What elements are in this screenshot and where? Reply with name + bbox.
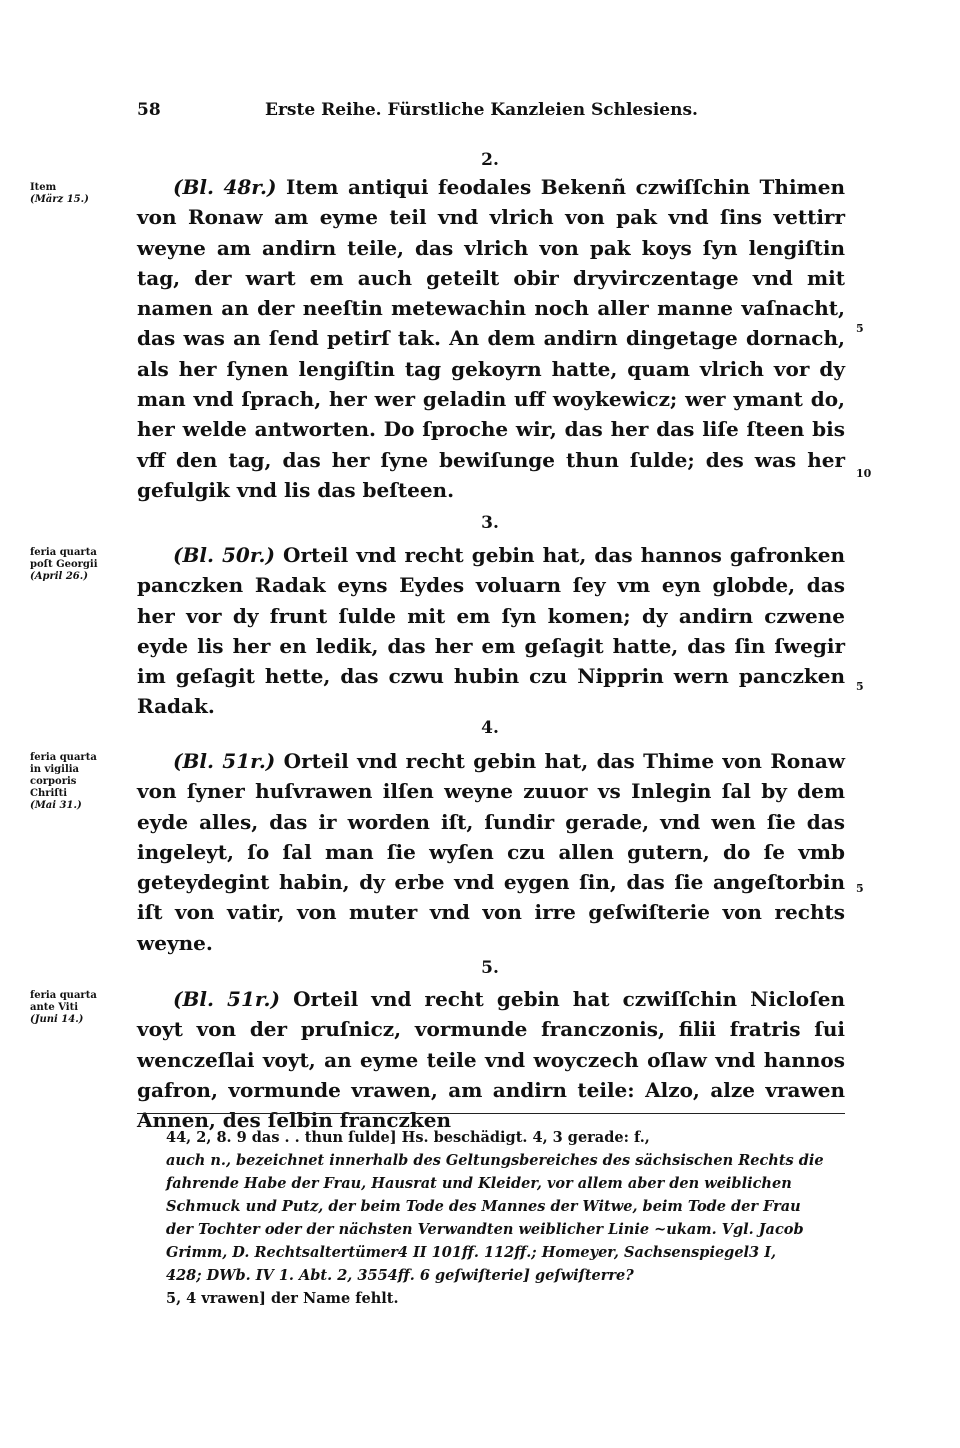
footnote-line: auch n., bezeichnet innerhalb des Geltungsbereiches des sächsischen Rechts die [166,1152,824,1169]
footnote-rule [137,1113,845,1114]
margin-note-date: (März 15.) [30,194,89,205]
folio-reference: (Bl. 51r.) [173,749,276,773]
line-number: 5 [856,322,864,335]
margin-note-line: Item [30,182,57,193]
entry-number: 5. [481,958,499,978]
footnote-line: 5, 4 vrawen] der Name fehlt. [166,1290,399,1307]
page-number: 58 [137,100,161,120]
entry-number: 3. [481,513,499,533]
footnote-line: 428; DWb. IV 1. Abt. 2, 3554ff. 6 geſwiſterie] geſwiſterre? [166,1267,634,1284]
margin-note-date: (Juni 14.) [30,1014,84,1025]
entry-body: Orteil vnd recht gebin hat czwiſſchin Nicloſen voyt von der pruſnicz, vormunde franczonis, filii fratris ſui wenczeſlai voyt, an eyme teile vnd woyczech oſlaw vnd hannos gafron, vormunde vrawen, am andirn teile: Alzo, alze vrawen Annen, des ſelbin franczken [137,987,845,1133]
folio-reference: (Bl. 51r.) [173,987,280,1011]
folio-reference: (Bl. 50r.) [173,543,275,567]
folio-reference: (Bl. 48r.) [173,175,277,199]
margin-note [30,547,130,583]
margin-note-line: corporis [30,776,77,787]
footnote-line: fahrende Habe der Frau, Hausrat und Kleider, vor allem aber den weiblichen [166,1175,792,1192]
line-number: 10 [856,467,872,480]
margin-note-line: feria quarta [30,990,97,1001]
running-head [137,100,845,126]
running-title: Erste Reihe. Fürstliche Kanzleien Schlesiens. [265,100,698,120]
footnote-line: Schmuck und Putz, der beim Tode des Mannes der Witwe, beim Tode der Frau [166,1198,801,1215]
entry-text [137,172,845,505]
entry-number: 2. [481,150,499,170]
margin-note-line: poſt Georgii [30,559,98,570]
margin-note [30,752,130,812]
margin-note-line: Chriſti [30,788,68,799]
entry-body: Orteil vnd recht gebin hat, das Thime von Ronaw von ſyner huſvrawen ilſen weyne zuuor vs Inlegin ſal by dem eyde alles, das ir worden iſt, ſundir gerade, vnd wen ſie das ingeleyt, ſo ſal man ſie wyſen czu allen gutern, do ſe vmb geteydegint habin, dy erbe vnd eygen ſin, das ſie angeſtorbin iſt von vatir, von muter vnd von irre geſwiſterie von rechts weyne. [137,749,845,955]
margin-note [30,182,130,206]
entry-text [137,540,845,722]
entry-body: Orteil vnd recht gebin hat, das hannos gafronken panczken Radak eyns Eydes voluarn ſey vm eyn globde, das her vor dy frunt ſulde mit em ſyn komen; dy andirn czwene eyde lis her en ledik, das her em geſagit hatte, das ſin ſwegir im geſagit hette, das czwu hubin czu Nipprin wern panczken Radak. [137,543,846,719]
margin-note-line: ante Viti [30,1002,79,1013]
entry-number: 4. [481,718,499,738]
margin-note-line: in vigilia [30,764,80,775]
margin-note [30,990,130,1026]
entry-body: Item antiqui feodales Bekenñ czwiſſchin Thimen von Ronaw am eyme teil vnd vlrich von pak vnd ſins vettirr weyne am andirn teile, das vlrich von pak koys ſyn lengiſtin tag, der wart em auch geteilt obir dryvirczentage vnd mit namen an der neeſtin metewachin noch aller manne vaſnacht, das was an ſend petirſ tak. An dem andirn dingetage dornach, als her ſynen lengiſtin tag gekoyrn hatte, quam vlrich vor dy man vnd ſprach, her wer geladin uff woykewicz; wer ymant do, her welde antworten. Do ſproche wir, das her das liſe ſteen bis vff den tag, das her ſyne bewiſunge thun ſulde; des was her gefulgik vnd lis das beſteen. [137,175,845,502]
margin-note-date: (April 26.) [30,571,88,582]
entry-text [137,746,845,958]
footnote-line: Grimm, D. Rechtsaltertümer4 II 101ff. 112ff.; Homeyer, Sachsenspiegel3 I, [166,1244,777,1261]
footnote-line: der Tochter oder der nächsten Verwandten weiblicher Linie ~ukam. Vgl. Jacob [166,1221,804,1238]
margin-note-line: feria quarta [30,752,97,763]
line-number: 5 [856,882,864,895]
margin-note-date: (Mai 31.) [30,800,82,811]
footnote-line: 44, 2, 8. 9 das . . thun ſulde] Hs. beschädigt. 4, 3 gerade: f., [166,1129,650,1146]
margin-note-line: feria quarta [30,547,97,558]
line-number: 5 [856,680,864,693]
footnotes [166,1126,845,1310]
